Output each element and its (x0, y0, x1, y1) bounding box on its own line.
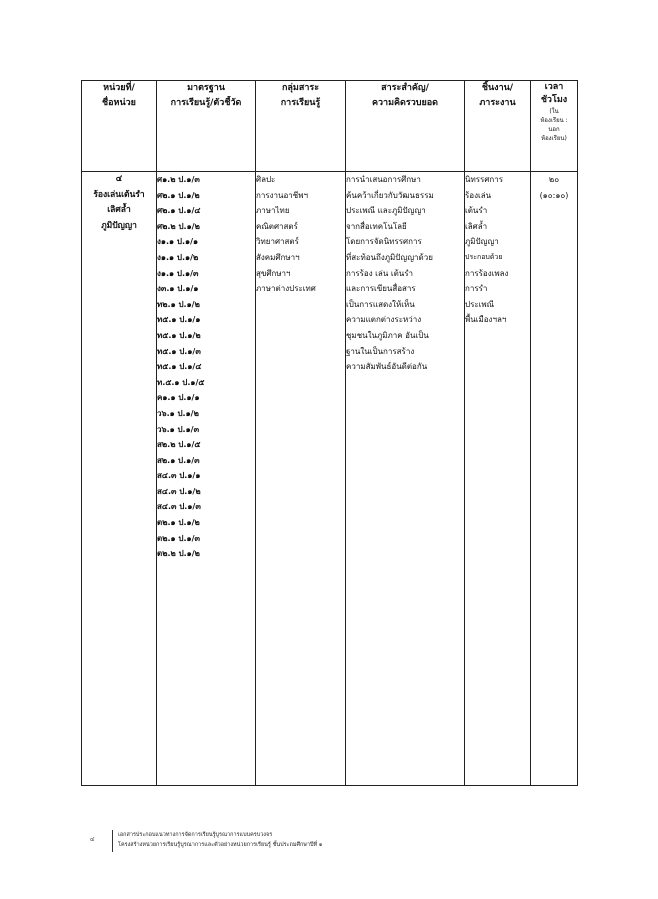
learning-groups-cell (256, 172, 346, 786)
standard-item: ศ๒.๑ ป.๑/๒ (157, 190, 200, 200)
standard-item: ท.๕.๑ ป.๑/๕ (157, 377, 205, 387)
unit-cell: ๔ ร้องเล่นเต้นรำ เลิศล้ำ ภูมิปัญญา (82, 172, 157, 786)
table-row (82, 172, 578, 786)
standard-item: ว๖.๑ ป.๑/๓ (157, 424, 200, 434)
standard-item: ส๔.๓ ป.๑/๒ (157, 486, 201, 496)
standard-item: ง๓.๑ ป.๑/๑ (157, 284, 199, 294)
footer-line-2: โครงสร้างหน่วยการเรียนรู้บูรณาการและตัวอย่างหน่วยการเรียนรู้ ชั้นประถมศึกษาปีที่ ๑ (118, 842, 323, 848)
standard-item: ค๑.๑ ป.๑/๑ (157, 393, 200, 403)
header-content: สาระสำคัญ/ ความคิดรวบยอด (346, 81, 465, 172)
standard-item: ศ๒.๑ ป.๑/๔ (157, 206, 201, 216)
standard-item: ต๒.๑ ป.๑/๓ (157, 533, 200, 543)
table-header-row (82, 81, 578, 172)
standard-item: ง๑.๑ ป.๑/๓ (157, 268, 199, 278)
time-cell: ๒๐ (๑๐:๑๐) (531, 172, 578, 786)
group-item: สุขศึกษาฯ (256, 268, 291, 278)
standard-item: ท๕.๑ ป.๑/๓ (157, 346, 201, 356)
page-footer (76, 830, 576, 860)
footer-divider (112, 830, 113, 852)
header-group: กลุ่มสาระ การเรียนรู้ (256, 81, 346, 172)
header-task: ชิ้นงาน/ ภาระงาน (465, 81, 531, 172)
standard-item: ส๒.๑ ป.๑/๓ (157, 455, 200, 465)
standard-item: ว๖.๑ ป.๑/๒ (157, 408, 199, 418)
standard-item: ท๕.๑ ป.๑/๔ (157, 362, 202, 372)
group-item: วิทยาศาสตร์ (256, 237, 299, 247)
standard-item: ท๕.๑ ป.๑/๑ (157, 315, 201, 325)
group-item: ศิลปะ (256, 175, 276, 184)
footer-line-1: เอกสารประกอบแนวทางการจัดการเรียนรู้บูรณาการแบบครบวงจร (118, 832, 273, 838)
standard-item: ง๑.๑ ป.๑/๒ (157, 252, 199, 262)
standard-item: ส๔.๓ ป.๑/๓ (157, 502, 201, 512)
standard-item: ต๒.๑ ป.๑/๒ (157, 518, 200, 528)
standard-item: ง๑.๑ ป.๑/๑ (157, 237, 199, 247)
task-cell: นิทรรศการ ร้องเล่น เต้นรำ เลิศล้ำ ภูมิปัญญา ประกอบด้วย การร้องเพลง การรำ ประเพณี พื้นเมืองฯลฯ (465, 172, 531, 786)
standard-item: ศ๑.๒ ป.๑/๓ (157, 175, 200, 184)
standard-item: ส๔.๓ ป.๑/๑ (157, 471, 201, 481)
group-item: ภาษาต่างประเทศ (256, 284, 316, 294)
standard-item: ต๒.๒ ป.๑/๒ (157, 549, 200, 559)
group-item: คณิตศาสตร์ (256, 221, 298, 231)
group-item: การงานอาชีพฯ (256, 190, 308, 200)
group-item: ภาษาไทย (256, 206, 290, 216)
standards-cell (157, 172, 256, 786)
header-unit: หน่วยที่/ ชื่อหน่วย (82, 81, 157, 172)
standard-item: ศ๒.๒ ป.๑/๒ (157, 221, 200, 231)
page-number: ๔ (90, 836, 95, 843)
key-concept-cell: การนำเสนอการศึกษา ค้นคว้าเกี่ยวกับวัฒนธรรม ประเพณี และภูมิปัญญา จากสื่อเทคโนโลยี โดยการจัดนิทรรศการ ที่สะท้อนถึงภูมิปัญญาด้วย การร้อง เล่น เต้นรำ และการเขียนสื่อสาร เป็นการแสดงให้เห็น ความแตกต่างระหว่าง ชุมชนในภูมิภาค อันเป็น ฐานในเป็นการสร้าง ความสัมพันธ์อันดีต่อกัน (346, 172, 465, 786)
curriculum-table (81, 80, 578, 786)
standard-item: ท๒.๑ ป.๑/๒ (157, 299, 200, 309)
group-item: สังคมศึกษาฯ (256, 252, 300, 262)
header-time: เวลา ชั่วโมง (ใน ห้องเรียน : นอก ห้องเรียน) (531, 81, 578, 172)
header-standard: มาตรฐาน การเรียนรู้/ตัวชี้วัด (157, 81, 256, 172)
standard-item: ท๕.๑ ป.๑/๒ (157, 330, 201, 340)
standard-item: ส๒.๒ ป.๑/๕ (157, 440, 201, 450)
